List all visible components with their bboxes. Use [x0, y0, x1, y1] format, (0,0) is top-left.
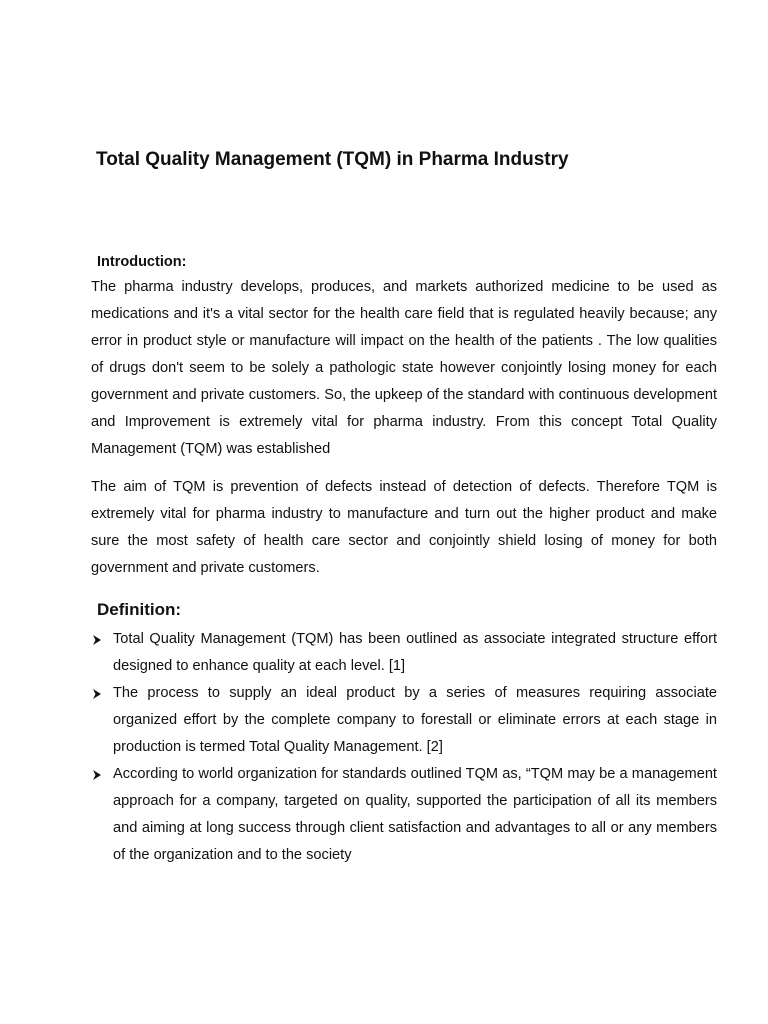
definition-heading: Definition:: [97, 600, 182, 619]
introduction-paragraph-1: The pharma industry develops, produces, and markets authorized medicine to be used as medications and it's a vital sector for the health care field that is regulated heavily because; any error in product style or manufacture will impact on the health of the patients . The low qualities of drugs don't seem to be solely a pathologic state however conjointly losing money for each government and private customers. So, the upkeep of the standard with continuous development and Improvement is extremely vital for pharma industry. From this concept Total Quality Management (TQM) was established: [91, 279, 717, 457]
arrowhead-bullet-icon: [91, 626, 105, 653]
definition-item-3: [91, 761, 717, 869]
definition-item-text: The process to supply an ideal product by a series of measures requiring associate organized effort by the complete company to forestall or eliminate errors at each stage in production is termed Total Quality Management. [2]: [113, 685, 717, 755]
introduction-paragraph-2: The aim of TQM is prevention of defects instead of detection of defects. Therefore TQM is extremely vital for pharma industry to manufacture and turn out the higher product and make sure the most safety of health care sector and conjointly shield losing of money for both government and private customers.: [91, 479, 717, 576]
definition-item-1: [91, 626, 717, 680]
arrowhead-bullet-icon: [91, 761, 105, 788]
introduction-heading: Introduction:: [97, 254, 187, 270]
arrowhead-bullet-icon: [91, 680, 105, 707]
definition-item-2: [91, 680, 717, 761]
definition-item-text: Total Quality Management (TQM) has been outlined as associate integrated structure effort designed to enhance quality at each level. [1]: [113, 631, 717, 674]
definition-list: [91, 626, 717, 869]
document-title: Total Quality Management (TQM) in Pharma Industry: [96, 149, 569, 170]
definition-item-text: According to world organization for standards outlined TQM as, “TQM may be a management approach for a company, targeted on quality, supported the participation of all its members and aiming at long success through client satisfaction and advantages to all or any members of the organization and to the society: [113, 766, 717, 863]
